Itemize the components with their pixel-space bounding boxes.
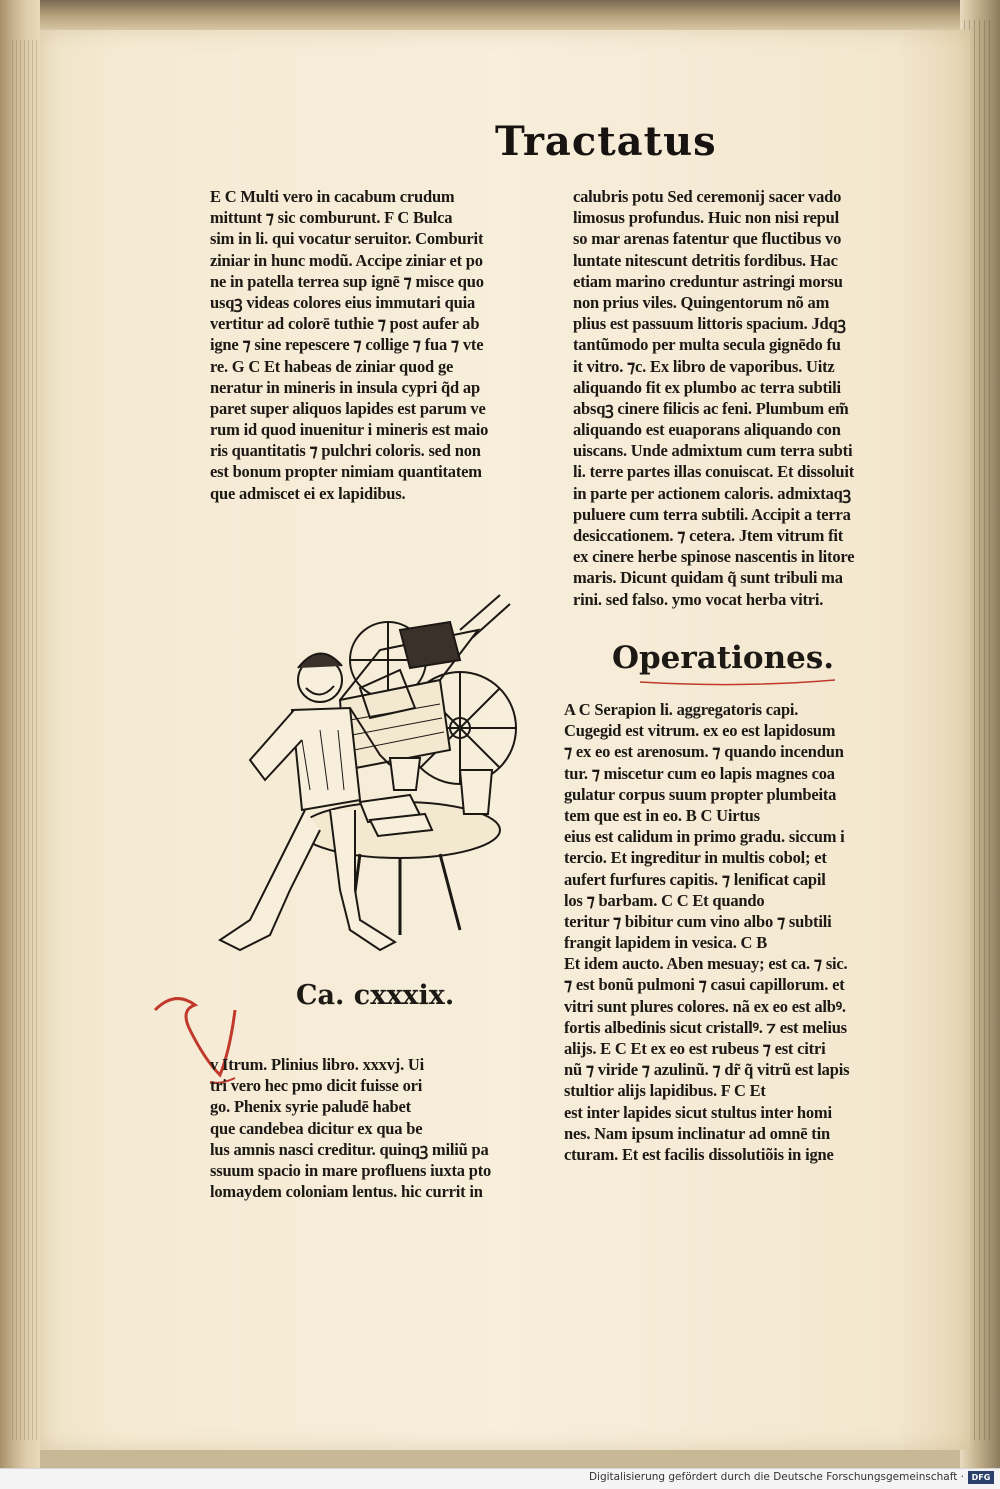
book-top-edge xyxy=(40,0,980,32)
text-line: ziniar in hunc modũ. Accipe ziniar et po xyxy=(210,250,483,270)
heading-flourish xyxy=(640,676,840,688)
text-line: aliquando est euaporans aliquando con xyxy=(573,420,841,440)
text-line: E C Multi vero in cacabum crudum xyxy=(210,187,455,206)
text-line: tem que est in eo. B C Uirtus xyxy=(564,805,760,825)
text-line: rum id quod inuenitur i mineris est maio xyxy=(210,420,489,440)
text-line: mittunt ⁊ sic comburunt. F C Bulca xyxy=(210,208,453,228)
footer-credit: Digitalisierung gefördert durch die Deutsche Forschungsgemeinschaft · xyxy=(588,1471,964,1483)
text-line: absqꝫ cinere filicis ac feni. Plumbum em̃ xyxy=(573,398,849,418)
chapter-heading xyxy=(296,980,476,1020)
text-line: ne in patella terrea sup ignē ⁊ misce quo xyxy=(210,271,484,291)
text-line: los ⁊ barbam. C C Et quando xyxy=(564,890,765,910)
dfg-logo: DFG xyxy=(968,1471,994,1484)
glassmaker-woodcut xyxy=(210,590,522,962)
column-left-chapter xyxy=(210,1054,520,1202)
text-line: igne ⁊ sine repescere ⁊ collige ⁊ fua ⁊ vte xyxy=(210,335,484,355)
text-line: plius est passuum littoris spacium. Jdqꝫ xyxy=(573,314,846,334)
text-line: frangit lapidem in vesica. C B xyxy=(564,933,767,953)
text-line: nũ ⁊ viride ⁊ azulinũ. ⁊ dr̃ q̃ vitrũ est lapis xyxy=(564,1060,850,1080)
column-left-top xyxy=(210,186,535,504)
text-line: calubris potu Sed ceremonij sacer vado xyxy=(573,187,842,206)
text-line: sim in li. qui vocatur seruitor. Comburit xyxy=(210,229,484,249)
text-line: vertitur ad colorē tuthie ⁊ post aufer ab xyxy=(210,314,480,334)
text-line: limosus profundus. Huic non nisi repul xyxy=(573,208,839,228)
text-line: ⁊ ex eo est arenosum. ⁊ quando incendun xyxy=(564,742,844,762)
text-line: eius est calidum in primo gradu. siccum i xyxy=(564,827,845,847)
text-line: so mar arenas fatentur que fluctibus vo xyxy=(573,229,842,249)
chapter-heading-text: Ca. cxxxix. xyxy=(296,980,455,1011)
text-line: stultior alijs lapidibus. F C Et xyxy=(564,1081,766,1101)
operations-heading-text: Operationes. xyxy=(612,640,835,676)
text-line: fortis albedinis sicut cristallꝰ. ⁊ est melius xyxy=(564,1017,847,1037)
text-line: tur. ⁊ miscetur cum eo lapis magnes coa xyxy=(564,763,835,783)
text-line: puluere cum terra subtili. Accipit a terra xyxy=(573,504,851,524)
column-right-top xyxy=(573,186,893,610)
text-line: ex cinere herbe spinose nascentis in litore xyxy=(573,547,855,567)
text-line: Cugegid est vitrum. ex eo est lapidosum xyxy=(564,721,836,741)
text-line: aufert furfures capitis. ⁊ lenificat capil xyxy=(564,869,826,889)
text-line: rini. sed falso. ymo vocat herba vitri. xyxy=(573,589,824,609)
text-line: cturam. Et est facilis dissolutiõis in igne xyxy=(564,1144,834,1164)
text-line: tantũmodo per multa secula gignēdo fu xyxy=(573,335,841,355)
text-line: in parte per actionem caloris. admixtaqꝫ xyxy=(573,483,851,503)
text-line: teritur ⁊ bibitur cum vino albo ⁊ subtili xyxy=(564,911,832,931)
text-line: non prius viles. Quingentorum nõ am xyxy=(573,292,830,312)
text-line: re. G C Et habeas de ziniar quod ge xyxy=(210,356,454,376)
text-line: tri vero hec pmo dicit fuisse ori xyxy=(210,1076,423,1096)
running-head: Tractatus xyxy=(495,118,717,165)
text-line: go. Phenix syrie paludē habet xyxy=(210,1097,411,1117)
text-line: que admiscet ei ex lapidibus. xyxy=(210,483,406,503)
text-line: ris quantitatis ⁊ pulchri coloris. sed non xyxy=(210,441,481,461)
text-line: luntate nitescunt detritis fordibus. Hac xyxy=(573,250,838,270)
text-line: alijs. E C Et ex eo est rubeus ⁊ est citri xyxy=(564,1039,826,1058)
page-stack-lines xyxy=(12,40,40,1440)
column-right-operations xyxy=(564,699,890,1165)
text-line: v Itrum. Plinius libro. xxxvj. Ui xyxy=(210,1055,425,1074)
text-line: Et idem aucto. Aben mesuay; est ca. ⁊ sic. xyxy=(564,954,848,974)
text-line: ssuum spacio in mare profluens iuxta pto xyxy=(210,1160,492,1180)
text-line: lus amnis nasci creditur. quinqꝫ miliũ pa xyxy=(210,1139,489,1159)
text-line: etiam marino creduntur astringi morsu xyxy=(573,271,843,291)
text-line: usqꝫ videas colores eius immutari quia xyxy=(210,292,476,312)
text-line: A C Serapion li. aggregatoris capi. xyxy=(564,700,799,719)
text-line: lomaydem coloniam lentus. hic currit in xyxy=(210,1182,483,1202)
text-line: ⁊ est bonũ pulmoni ⁊ casui capillorum. et xyxy=(564,975,845,995)
text-line: est bonum propter nimiam quantitatem xyxy=(210,462,482,482)
text-line: li. terre partes illas conuiscat. Et dissoluit xyxy=(573,462,855,482)
text-line: desiccationem. ⁊ cetera. Jtem vitrum fit xyxy=(573,526,844,545)
text-line: paret super aliquos lapides est parum ve xyxy=(210,398,486,418)
text-line: tercio. Et ingreditur in multis cobol; et xyxy=(564,848,827,868)
text-line: est inter lapides sicut stultus inter homi xyxy=(564,1102,832,1122)
text-line: it vitro. ⁊c. Ex libro de vaporibus. Uitz xyxy=(573,356,835,376)
text-line: neratur in mineris in insula cypri q̃d ap xyxy=(210,377,480,397)
text-line: que candebea dicitur ex qua be xyxy=(210,1118,423,1138)
text-line: uiscans. Unde admixtum cum terra subti xyxy=(573,441,853,461)
text-line: gulatur corpus suum propter plumbeita xyxy=(564,784,837,804)
text-line: maris. Dicunt quidam q̃ sunt tribuli ma xyxy=(573,568,843,588)
text-line: nes. Nam ipsum inclinatur ad omnē tin xyxy=(564,1123,830,1143)
text-line: aliquando fit ex plumbo ac terra subtili xyxy=(573,377,841,397)
text-line: vitri sunt plures colores. nã ex eo est albꝰ. xyxy=(564,996,846,1016)
